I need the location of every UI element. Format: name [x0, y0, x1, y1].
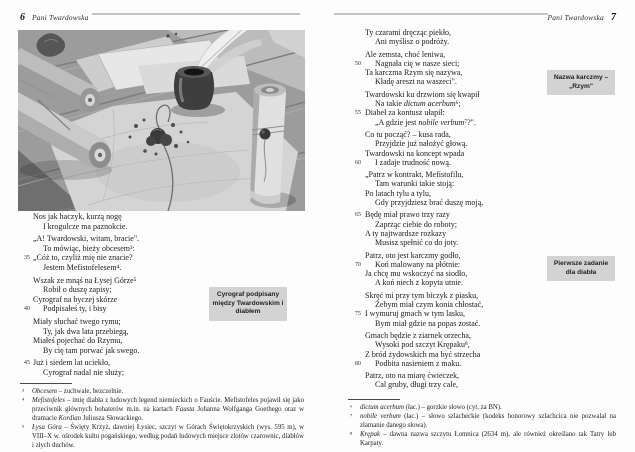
verse-number: 50 — [354, 59, 361, 67]
verse-number: 40 — [23, 305, 30, 313]
poem-line — [33, 317, 139, 327]
footnote-term: Obcesem — [32, 388, 57, 395]
poem-line — [23, 253, 139, 263]
verse-text: Podpisałeś ty, i bisy — [43, 304, 107, 314]
verse-text: Patrz, oto jest karczmy godło, — [365, 250, 461, 260]
poem-line — [365, 179, 483, 188]
footnote-separator-right — [348, 399, 400, 400]
left-running-title: Pani Twardowska — [32, 13, 89, 22]
poem-line — [365, 380, 483, 389]
footnote — [20, 396, 304, 423]
poem-line — [365, 139, 483, 148]
footnote-term: dictum acerbum — [360, 404, 404, 411]
verse-text: Skręć mi przy tym biczyk z piasku, — [365, 290, 479, 300]
verse-text: Patrz, oto na miarę ćwieczek, — [365, 371, 460, 381]
poem-line — [365, 291, 483, 300]
poem-line — [23, 358, 139, 368]
verse-text: Co tu począć? – kusa rada, — [365, 129, 451, 139]
poem-line — [365, 118, 483, 127]
verse-text: Gmach będzie z ziarnek orzecha, — [365, 330, 471, 340]
poem-line — [365, 28, 483, 37]
verse-text: Diabeł za kontusz ułapił: — [365, 108, 445, 118]
poem-line — [354, 358, 483, 368]
poem-line — [365, 37, 483, 46]
margin-note-zadanie: Pierwsze zadanie dla diabła — [547, 256, 615, 281]
verse-text: To mówiąc, bieży obcesem³: — [43, 243, 135, 253]
footnote-text: – zuchwale, bezczelnie. — [56, 388, 124, 395]
poem-line — [365, 238, 483, 247]
verse-number: 45 — [23, 359, 30, 367]
footnote — [348, 430, 616, 448]
verse-number: 75 — [354, 310, 361, 318]
poem-line — [354, 259, 483, 269]
verse-text: Zaprząc ciebie do roboty; — [375, 219, 457, 229]
right-page-number: 7 — [611, 12, 616, 23]
poem-line — [365, 90, 483, 99]
poem-line — [33, 263, 139, 273]
verse-text: Tam warunki takie stoją: — [375, 179, 455, 189]
poem-line — [33, 336, 139, 346]
footnote-separator-left — [20, 383, 72, 384]
stanza — [354, 89, 483, 127]
poem-line — [365, 300, 483, 309]
footnote-term: nobile verbum — [360, 413, 401, 420]
poem-line — [33, 276, 139, 286]
verse-text: Gdy przyjdziesz brać duszę moją, — [375, 198, 484, 208]
footnote-text: (łac.) – gorzkie słowo (cyt. za BN). — [403, 404, 502, 411]
right-page-header — [544, 7, 616, 25]
stanza — [23, 275, 139, 314]
stanza — [354, 49, 483, 87]
footnote-marker: ⁷ — [350, 413, 353, 420]
verse-text: Robił o duszę zapisy; — [43, 285, 112, 295]
poem-line — [354, 210, 483, 220]
poem-line — [365, 229, 483, 238]
footnote-term: Łysa Góra — [32, 424, 62, 431]
poem-line — [23, 304, 139, 314]
poem-line — [365, 269, 483, 278]
verse-text: Cyrograf na byczej skórze — [33, 294, 118, 304]
verse-text: Ta karczma Rzym się nazywa, — [365, 68, 463, 78]
poem-column-left — [23, 212, 140, 381]
stanza — [354, 330, 483, 368]
verse-text: Z bród żydowskich ma być strzecha — [365, 349, 481, 359]
verse-text: I krogulcze ma paznokcie. — [43, 221, 128, 231]
verse-text: Podbita nasieniem z maku. — [375, 358, 462, 368]
poem-line — [365, 350, 483, 359]
margin-note-cyrograf: Cyrograf podpisany między Twardowskim i diabłem — [209, 287, 287, 321]
verse-text: Ale zemsta, choć leniwa, — [365, 49, 446, 59]
footnotes-left — [20, 387, 304, 450]
verse-text: Miałeś pojechać do Rzymu, — [33, 336, 123, 346]
footnote-text: – imię diabła z ludowych legend niemieckich o Fauście. Mefistofeles pojawił się jako przeciwnik głównych bohaterów m.in. na kartach Fausta Johanna Wolfganga Goethego oraz w dramacie Kordian Juliusza Słowackiego. — [32, 397, 304, 422]
left-header-rule — [92, 13, 300, 15]
poem-line — [33, 285, 139, 295]
verse-number: 80 — [354, 359, 361, 367]
stanza — [354, 210, 483, 248]
verse-text: Nagnała cię w nasze sieci; — [375, 58, 460, 68]
poem-line — [365, 77, 483, 86]
verse-text: Miały słuchać twego rymu; — [33, 316, 121, 326]
verse-text: „A gdzie jest nobile verbum⁷?". — [375, 117, 476, 127]
verse-text: Ty, jak dwa lata przebiegą, — [43, 326, 129, 336]
poem-line — [365, 198, 483, 207]
stanza — [354, 129, 483, 167]
verse-number: 65 — [354, 211, 361, 219]
verse-text: Kładę areszt na waszeci". — [375, 77, 457, 87]
verse-text: By cię tam porwać jak swego. — [43, 345, 140, 355]
stanza — [354, 250, 483, 288]
footnotes-right — [348, 403, 616, 448]
poem-line — [365, 251, 483, 260]
poem-line — [365, 50, 483, 59]
stanza — [365, 371, 483, 390]
footnote — [20, 423, 304, 450]
verse-text: A koń niech z kopyta utnie. — [375, 278, 463, 288]
right-running-title: Pani Twardowska — [547, 13, 604, 22]
poem-line — [354, 108, 483, 118]
stanza — [23, 234, 140, 272]
footnote — [20, 387, 304, 396]
poem-line — [365, 99, 483, 108]
poem-line — [365, 278, 483, 287]
verse-text: Jestem Mefistofelesem⁴. — [43, 262, 122, 272]
verse-text: Twardowski na koncept wpada — [365, 148, 465, 158]
footnote-term: Krępak — [360, 431, 381, 438]
poem-column-right — [354, 28, 484, 393]
verse-text: Musisz spełnić co do joty. — [375, 238, 459, 248]
left-page-number: 6 — [20, 12, 25, 23]
verse-number: 60 — [354, 158, 361, 166]
poem-line — [365, 371, 483, 380]
poem-line — [33, 234, 139, 244]
stanza — [33, 317, 139, 355]
poem-line — [33, 244, 139, 254]
verse-number: 70 — [354, 260, 361, 268]
verse-text: Bym miał gdzie na popas zostać. — [375, 318, 481, 328]
poem-line — [33, 295, 139, 305]
stanza — [23, 358, 139, 377]
verse-text: I wymuruj gmach w tym lasku, — [365, 309, 465, 319]
poem-line — [365, 189, 483, 198]
verse-text: Cal gruby, długi trzy cale, — [375, 380, 459, 390]
verse-number: 35 — [23, 254, 30, 262]
poem-line — [365, 68, 483, 77]
stanza — [354, 290, 484, 328]
verse-text: Żebym miał czym konia chłostać, — [375, 300, 484, 310]
poem-line — [33, 222, 139, 232]
footnote — [348, 412, 616, 430]
margin-note-karczma: Nazwa karczmy – „Rzym" — [547, 70, 615, 95]
verse-number: 55 — [354, 109, 361, 117]
poem-line — [33, 327, 139, 337]
right-header-rule — [334, 13, 548, 15]
stanza — [33, 212, 139, 231]
footnote — [348, 403, 616, 412]
verse-text: Nos jak haczyk, kurzą nogę — [33, 212, 122, 221]
poem-line — [365, 220, 483, 229]
poem-line — [354, 309, 483, 319]
footnote-term: Mefistofeles — [32, 397, 65, 404]
verse-text: Wysoki pod szczyt Krępaku⁸, — [375, 340, 470, 350]
footnote-marker: ⁸ — [350, 431, 353, 438]
poem-line — [33, 212, 139, 222]
verse-text: Już i siedem lat uciekło, — [33, 358, 111, 368]
stanza — [365, 28, 483, 47]
footnote-marker: ⁴ — [22, 397, 25, 404]
verse-text: Będę miał prawo trzy razy — [365, 210, 450, 220]
footnote-marker: ⁵ — [22, 424, 25, 431]
verse-text: Twardowski ku drzwiom się kwapił — [365, 89, 480, 99]
verse-text: Ty czarami dręcząc piekło, — [365, 28, 452, 37]
left-page-header — [20, 7, 92, 25]
stanza — [365, 170, 483, 207]
verse-text: Koń malowany na płótnie: — [375, 259, 461, 269]
poem-line — [365, 130, 483, 139]
poem-line — [354, 157, 483, 167]
footnote-marker: ⁶ — [350, 404, 353, 411]
poem-line — [33, 346, 139, 356]
poem-line — [33, 368, 139, 378]
verse-text: A ty najtwardsze rozkazy — [365, 228, 447, 238]
verse-text: Wszak ze mnąś na Łysej Górze⁵ — [33, 275, 137, 285]
verse-text: Po latach tylu a tylu, — [365, 188, 431, 198]
verse-text: „Cóż to, czyliż mię nie znacie? — [33, 253, 133, 263]
poem-line — [365, 319, 483, 328]
footnote-text: (łac.) – słowo szlacheckie (kodeks honorowy szlachcica nie pozwalał na złamanie danego słowa). — [360, 413, 616, 429]
verse-text: „Patrz w kontrakt, Mefistofilu, — [365, 170, 464, 180]
footnote-text: – dawna nazwa szczytu Łomnica (2634 m), ale również określano tak Tatry lub Karpaty. — [360, 431, 616, 447]
manuscripts-photo — [18, 30, 305, 211]
poem-line — [365, 170, 483, 179]
verse-text: I zadaje trudność nową. — [375, 157, 451, 167]
verse-text: Ani myślisz o podróży. — [375, 37, 450, 47]
verse-text: Ja chcę mu wskoczyć na siodło, — [365, 269, 468, 279]
poem-line — [354, 58, 483, 68]
verse-text: Cyrograf nadal nie służy; — [43, 367, 125, 377]
poem-line — [365, 149, 483, 158]
footnote-text: – Święty Krzyż, dawniej Łysiec, szczyt w Górach Świętokrzyskich (wys. 595 m), w VIII–X w. ośrodek kultu pogańskiego, według podań ludowych miejsce zlotów czarownic, diabłów i złych duchów. — [32, 424, 304, 449]
verse-text: „A! Twardowski, witam, bracie". — [33, 234, 140, 244]
verse-text: Na takie dictum acerbum⁶; — [375, 99, 461, 109]
poem-line — [365, 340, 483, 349]
poem-line — [365, 331, 483, 340]
verse-text: Przyjdzie już nałożyć głową. — [375, 139, 468, 149]
footnote-marker: ³ — [22, 388, 24, 395]
